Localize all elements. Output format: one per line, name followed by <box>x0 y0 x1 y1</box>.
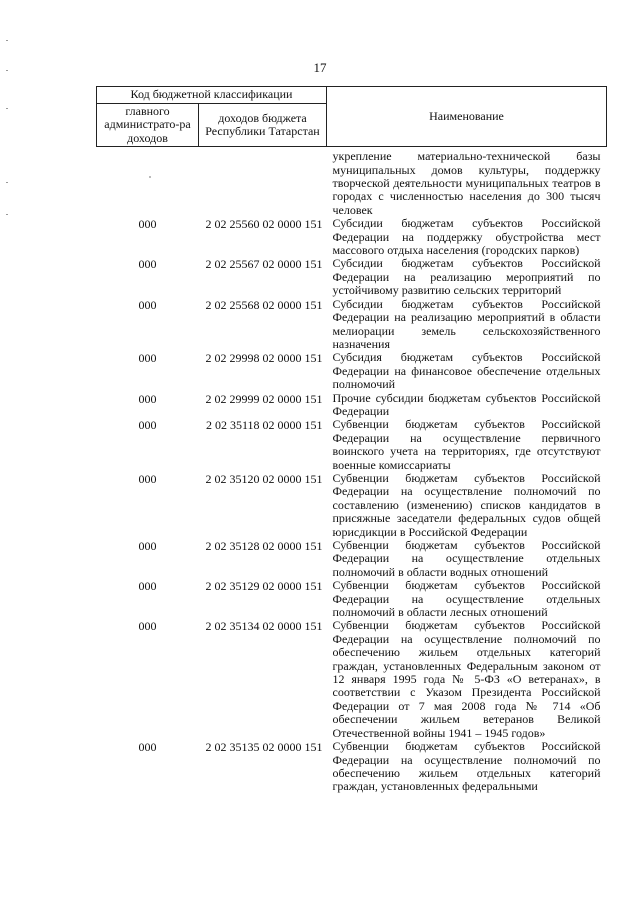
admin-code: 000 <box>138 217 157 232</box>
table-row <box>97 539 607 579</box>
admin-code: 000 <box>138 539 157 553</box>
income-code: 2 02 25568 02 0000 151 <box>205 297 323 312</box>
income-code: 2 02 35129 02 0000 151 <box>205 579 323 594</box>
admin-code: 000 <box>138 740 157 755</box>
name-column-header: Наименование <box>327 87 607 147</box>
income-name: Субвенции бюджетам субъектов Российской Федерации на осуществление полномочий по обеспечению жильем отдельных категорий граждан, установленных Федеральным законом от 12 января 1995 года № 5-ФЗ «О ветеранах», в соответствии с Указом Президента Российской Федерации от 7 мая 2008 года № 714 «Об обеспечении жильем ветеранов Великой Отечественной войны 1941 – 1945 годов» <box>332 618 601 740</box>
admin-code: 000 <box>138 418 157 433</box>
income-name: Субвенции бюджетам субъектов Российской Федерации на осуществление полномочий по составлению (изменению) списков кандидатов в присяжные заседатели федеральных судов общей юрисдикции в Российской Федерации <box>332 470 601 539</box>
income-name: Субсидия бюджетам субъектов Российской Федерации на финансовое обеспечение отдельных полномочий <box>332 350 601 392</box>
income-column-header: доходов бюджета Республики Татарстан <box>199 104 327 147</box>
income-name: Субсидии бюджетам субъектов Российской Федерации на реализацию мероприятий по устойчивому развитию сельских территорий <box>332 256 601 298</box>
page-number: 17 <box>313 60 327 75</box>
table-row <box>97 619 607 740</box>
table-row <box>97 579 607 619</box>
income-name: Субвенции бюджетам субъектов Российской Федерации на осуществление первичного воинского учета на территориях, где отсутствуют военные комиссариаты <box>332 417 601 472</box>
table-row <box>97 147 607 218</box>
income-name: укрепление материально-технической базы муниципальных домов культуры, поддержку творческой деятельности муниципальных театров в городах с численностью населения до 300 тысяч человек <box>332 149 601 217</box>
income-code: 2 02 35128 02 0000 151 <box>205 539 323 553</box>
income-name: Субсидии бюджетам субъектов Российской Федерации на реализацию мероприятий в области мелиорации земель сельскохозяйственного назначения <box>332 296 601 351</box>
admin-code: 000 <box>138 619 157 634</box>
table-row <box>97 740 607 794</box>
income-code: 2 02 35120 02 0000 151 <box>205 471 323 486</box>
table-row <box>97 392 607 419</box>
admin-code: 000 <box>138 579 157 594</box>
admin-code: 000 <box>138 351 157 366</box>
table-row <box>97 257 607 297</box>
income-name: Субвенции бюджетам субъектов Российской Федерации на осуществление полномочий по обеспечению жильем отдельных категорий граждан, установленных федеральными <box>332 739 601 794</box>
admin-column-header: главного администрато-ра доходов <box>97 104 199 147</box>
income-code: 2 02 35134 02 0000 151 <box>205 619 323 634</box>
table-row <box>97 418 607 472</box>
admin-code: 000 <box>138 297 157 312</box>
admin-code: 000 <box>138 257 157 272</box>
income-code: 2 02 35135 02 0000 151 <box>205 740 323 755</box>
income-code: 2 02 35118 02 0000 151 <box>205 418 323 433</box>
income-code <box>199 147 327 218</box>
admin-code <box>97 147 199 218</box>
budget-classification-table <box>96 86 607 794</box>
classification-code-header: Код бюджетной классификации <box>97 87 327 104</box>
income-code: 2 02 29999 02 0000 151 <box>205 391 323 406</box>
income-name: Субвенции бюджетам субъектов Российской Федерации на осуществление отдельных полномочий в области лесных отношений <box>332 578 601 620</box>
table-row <box>97 472 607 539</box>
income-code: 2 02 25567 02 0000 151 <box>205 257 323 272</box>
margin-mark <box>6 40 8 41</box>
income-code: 2 02 29998 02 0000 151 <box>205 351 323 366</box>
margin-mark <box>6 214 8 215</box>
table-row <box>97 217 607 257</box>
admin-code: 000 <box>138 391 157 406</box>
income-name: Прочие субсидии бюджетам субъектов Российской Федерации <box>332 390 601 418</box>
margin-mark <box>6 108 8 109</box>
income-code: 2 02 25560 02 0000 151 <box>205 217 323 232</box>
margin-mark <box>6 182 8 183</box>
table-row <box>97 351 607 391</box>
income-name: Субсидии бюджетам субъектов Российской Федерации на поддержку обустройства мест массового отдыха населения (городских парков) <box>332 216 601 258</box>
income-name: Субвенции бюджетам субъектов Российской Федерации на осуществление отдельных полномочий в области водных отношений <box>332 538 601 579</box>
table-row <box>97 298 607 352</box>
admin-code: 000 <box>138 471 157 486</box>
